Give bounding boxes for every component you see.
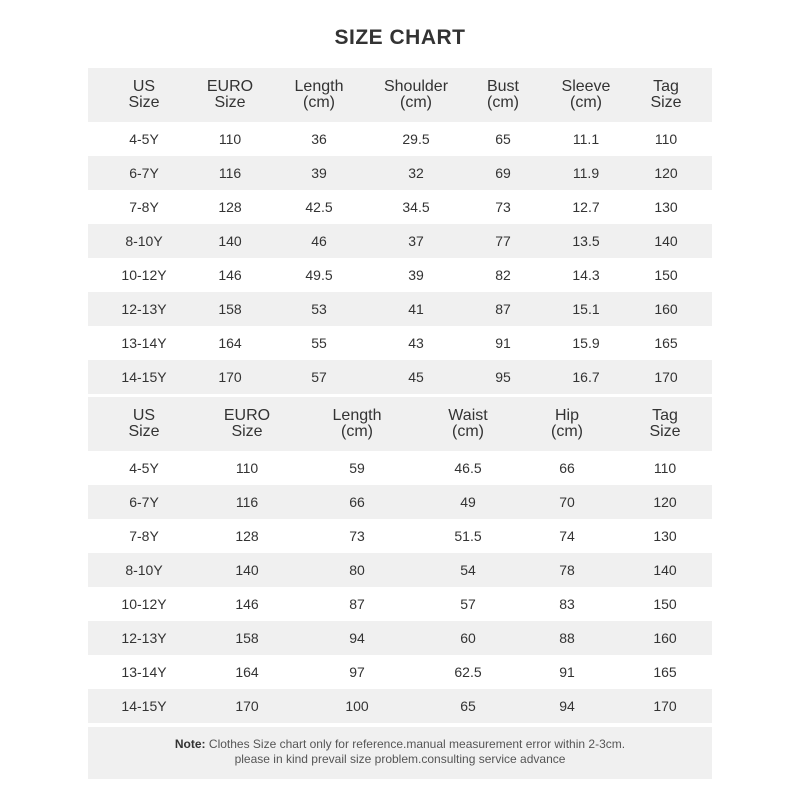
table-cell: 82	[495, 267, 511, 283]
bottom-table-header-row	[88, 397, 712, 451]
column-header	[88, 397, 200, 451]
table-cell: 29.5	[402, 131, 430, 147]
table-cell: 150	[653, 596, 677, 612]
table-row	[88, 621, 712, 655]
table-cell: 34.5	[402, 199, 430, 215]
table-cell: 6-7Y	[129, 494, 159, 510]
top-table-body	[88, 122, 712, 394]
column-header-line: Hip	[554, 407, 579, 424]
table-cell: 51.5	[454, 528, 482, 544]
table-cell: 14.3	[572, 267, 600, 283]
bottom-table-header	[88, 397, 712, 451]
table-cell: 87	[495, 301, 511, 317]
table-cell: 16.7	[572, 369, 600, 385]
column-header	[620, 68, 712, 122]
table-cell: 14-15Y	[121, 369, 167, 385]
table-cell: 94	[349, 630, 365, 646]
top-table-header	[88, 68, 712, 122]
table-cell: 53	[311, 301, 327, 317]
table-cell: 87	[349, 596, 365, 612]
table-row	[88, 451, 712, 485]
table-row	[88, 156, 712, 190]
table-cell: 37	[408, 233, 424, 249]
table-cell: 7-8Y	[129, 199, 159, 215]
table-cell: 11.1	[572, 131, 600, 147]
table-cell: 39	[408, 267, 424, 283]
table-cell: 14-15Y	[121, 698, 167, 714]
column-header-line: (cm)	[452, 423, 484, 440]
table-cell: 110	[654, 131, 678, 147]
table-cell: 10-12Y	[121, 596, 167, 612]
table-cell: 170	[653, 698, 677, 714]
table-cell: 57	[460, 596, 476, 612]
table-row	[88, 224, 712, 258]
table-cell: 160	[654, 301, 678, 317]
column-header	[378, 68, 454, 122]
table-cell: 13.5	[572, 233, 600, 249]
column-header	[200, 68, 260, 122]
column-header	[618, 397, 712, 451]
table-cell: 4-5Y	[129, 460, 159, 476]
table-row	[88, 587, 712, 621]
table-row	[88, 360, 712, 394]
table-cell: 60	[460, 630, 476, 646]
column-header	[294, 397, 420, 451]
table-cell: 128	[235, 528, 259, 544]
table-cell: 170	[654, 369, 678, 385]
table-cell: 49.5	[305, 267, 333, 283]
table-cell: 55	[311, 335, 327, 351]
table-cell: 46.5	[454, 460, 482, 476]
column-header-line: Length	[332, 407, 382, 424]
table-cell: 116	[218, 165, 242, 181]
column-header-line: (cm)	[400, 94, 432, 111]
table-row	[88, 655, 712, 689]
column-header-line: Sleeve	[561, 78, 611, 95]
table-cell: 54	[460, 562, 476, 578]
table-cell: 128	[218, 199, 242, 215]
column-header-line: Size	[128, 423, 160, 440]
column-header-line: EURO	[223, 407, 271, 424]
table-cell: 46	[311, 233, 327, 249]
table-cell: 7-8Y	[129, 528, 159, 544]
column-header-line: (cm)	[341, 423, 373, 440]
table-cell: 15.1	[572, 301, 600, 317]
table-cell: 160	[653, 630, 677, 646]
table-cell: 165	[654, 335, 678, 351]
note-line-1	[88, 737, 712, 752]
column-header	[552, 68, 620, 122]
table-cell: 8-10Y	[125, 233, 163, 249]
column-header-line: Size	[231, 423, 263, 440]
note-box	[88, 727, 712, 779]
column-header	[200, 397, 294, 451]
table-cell: 170	[218, 369, 242, 385]
column-header	[260, 68, 378, 122]
note-text-1: Clothes Size chart only for reference.manual measurement error within 2-3cm.	[208, 737, 626, 751]
table-cell: 57	[311, 369, 327, 385]
table-cell: 83	[559, 596, 575, 612]
table-cell: 158	[235, 630, 259, 646]
table-cell: 62.5	[454, 664, 482, 680]
column-header-line: Size	[650, 94, 682, 111]
table-cell: 12-13Y	[121, 301, 167, 317]
table-cell: 91	[559, 664, 575, 680]
column-header-line: EURO	[206, 78, 254, 95]
column-header-line: Size	[214, 94, 246, 111]
table-cell: 39	[311, 165, 327, 181]
table-cell: 66	[559, 460, 575, 476]
top-table-header-row	[88, 68, 712, 122]
table-row	[88, 553, 712, 587]
table-row	[88, 122, 712, 156]
table-cell: 4-5Y	[129, 131, 159, 147]
table-cell: 73	[349, 528, 365, 544]
column-header-line: Size	[128, 94, 160, 111]
table-cell: 140	[654, 233, 678, 249]
table-cell: 32	[408, 165, 424, 181]
column-header-line: US	[132, 78, 156, 95]
table-row	[88, 292, 712, 326]
table-cell: 88	[559, 630, 575, 646]
table-cell: 69	[495, 165, 511, 181]
table-row	[88, 258, 712, 292]
bottom-size-table	[88, 397, 712, 723]
column-header-line: Tag	[653, 78, 679, 95]
table-cell: 11.9	[572, 165, 600, 181]
table-cell: 66	[349, 494, 365, 510]
table-cell: 80	[349, 562, 365, 578]
column-header-line: Tag	[652, 407, 678, 424]
table-cell: 12-13Y	[121, 630, 167, 646]
table-cell: 130	[654, 199, 678, 215]
column-header-line: Waist	[448, 407, 488, 424]
table-cell: 49	[460, 494, 476, 510]
table-row	[88, 689, 712, 723]
column-header-line: (cm)	[303, 94, 335, 111]
table-cell: 165	[653, 664, 677, 680]
table-cell: 97	[349, 664, 365, 680]
table-cell: 13-14Y	[121, 335, 167, 351]
table-cell: 100	[345, 698, 369, 714]
table-cell: 140	[653, 562, 677, 578]
column-header-line: Length	[294, 78, 344, 95]
table-cell: 15.9	[572, 335, 600, 351]
table-cell: 59	[349, 460, 365, 476]
table-row	[88, 326, 712, 360]
table-cell: 164	[235, 664, 259, 680]
column-header	[516, 397, 618, 451]
table-cell: 120	[654, 165, 678, 181]
table-cell: 73	[495, 199, 511, 215]
table-cell: 36	[311, 131, 327, 147]
table-cell: 146	[235, 596, 259, 612]
table-cell: 65	[495, 131, 511, 147]
table-cell: 150	[654, 267, 678, 283]
table-cell: 130	[653, 528, 677, 544]
table-cell: 45	[408, 369, 424, 385]
bottom-table-body	[88, 451, 712, 723]
table-cell: 140	[235, 562, 259, 578]
size-chart-title: SIZE CHART	[334, 26, 466, 49]
column-header-line: Bust	[486, 78, 519, 95]
table-cell: 41	[408, 301, 424, 317]
column-header-line: Shoulder	[383, 78, 449, 95]
table-cell: 94	[559, 698, 575, 714]
column-header-line: US	[132, 407, 156, 424]
table-cell: 91	[495, 335, 511, 351]
table-cell: 110	[653, 460, 677, 476]
table-cell: 77	[495, 233, 511, 249]
table-cell: 95	[495, 369, 511, 385]
table-cell: 158	[218, 301, 242, 317]
table-cell: 116	[235, 494, 259, 510]
table-cell: 70	[559, 494, 575, 510]
column-header-line: Size	[649, 423, 681, 440]
table-cell: 13-14Y	[121, 664, 167, 680]
table-cell: 10-12Y	[121, 267, 167, 283]
table-cell: 140	[218, 233, 242, 249]
table-cell: 110	[235, 460, 259, 476]
column-header-line: (cm)	[487, 94, 519, 111]
note-text-2: please in kind prevail size problem.consulting service advance	[234, 752, 566, 766]
top-size-table	[88, 68, 712, 394]
table-cell: 120	[653, 494, 677, 510]
table-cell: 42.5	[305, 199, 333, 215]
table-cell: 6-7Y	[129, 165, 159, 181]
table-cell: 110	[218, 131, 242, 147]
column-header-line: (cm)	[570, 94, 602, 111]
table-cell: 43	[408, 335, 424, 351]
table-cell: 65	[460, 698, 476, 714]
table-row	[88, 485, 712, 519]
table-row	[88, 190, 712, 224]
table-cell: 78	[559, 562, 575, 578]
table-cell: 164	[218, 335, 242, 351]
column-header	[454, 68, 552, 122]
table-cell: 146	[218, 267, 242, 283]
column-header-line: (cm)	[551, 423, 583, 440]
table-cell: 12.7	[572, 199, 600, 215]
column-header	[420, 397, 516, 451]
note-label: Note:	[174, 737, 206, 751]
column-header	[88, 68, 200, 122]
table-cell: 74	[559, 528, 575, 544]
table-cell: 170	[235, 698, 259, 714]
table-cell: 8-10Y	[125, 562, 163, 578]
table-row	[88, 519, 712, 553]
